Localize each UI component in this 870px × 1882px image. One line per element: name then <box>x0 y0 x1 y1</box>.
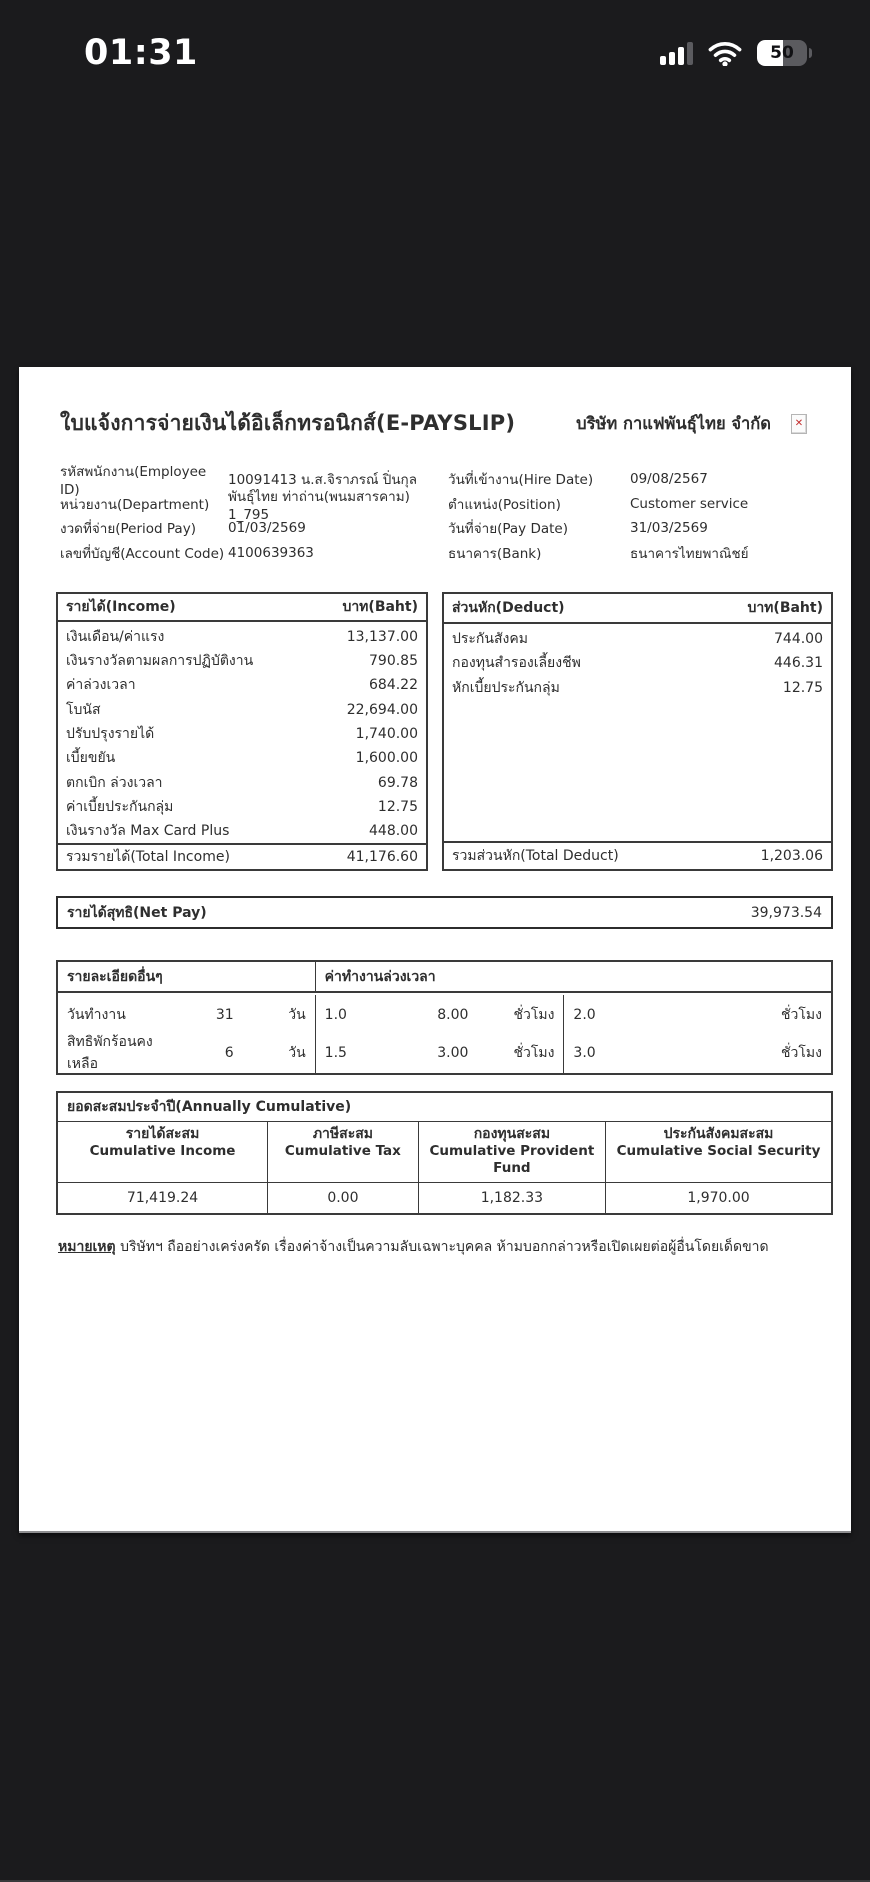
income-item-amount: 12.75 <box>377 798 418 815</box>
ot-rate: 1.5 <box>324 1045 347 1061</box>
cumulative-headers <box>58 1122 831 1183</box>
payslip-header <box>56 407 833 440</box>
detail-days: 6 <box>224 1045 234 1061</box>
info-row-position <box>448 492 833 517</box>
deduct-item-amount: 744.00 <box>774 631 823 648</box>
info-label: วันที่จ่าย(Pay Date) <box>448 521 568 538</box>
income-item-name: ปรับปรุงรายได้ <box>66 725 155 742</box>
info-value: 4100639363 <box>228 544 314 561</box>
table-row <box>58 819 426 843</box>
cumulative-provident-value: 1,182.33 <box>418 1183 605 1213</box>
payslip-title: ใบแจ้งการจ่ายเงินได้อิเล็กทรอนิกส์(E-PAYSLIP) <box>60 411 516 435</box>
income-header-baht: บาท(Baht) <box>342 598 418 615</box>
table-row <box>58 770 426 794</box>
company-name: บริษัท กาแฟพันธุ์ไทย จำกัด <box>576 413 771 433</box>
income-item-amount: 448.00 <box>369 823 418 840</box>
ot-rate: 2.0 <box>573 1007 596 1023</box>
table-row <box>58 673 426 697</box>
income-table-body <box>58 622 426 844</box>
cellular-signal-icon <box>660 42 693 65</box>
income-item-name: เงินรางวัล Max Card Plus <box>66 823 230 840</box>
ot1-cell <box>315 995 564 1031</box>
info-label: หน่วยงาน(Department) <box>60 496 210 513</box>
battery-nub <box>809 48 812 58</box>
table-row <box>58 649 426 673</box>
info-label: ธนาคาร(Bank) <box>448 545 542 562</box>
hour-unit: ชั่วโมง <box>513 1007 555 1023</box>
table-row <box>58 746 426 770</box>
ot2-cell <box>563 995 831 1031</box>
header-thai: กองทุนสะสม <box>473 1126 551 1142</box>
cumulative-title: ยอดสะสมประจำปี(Annually Cumulative) <box>58 1093 831 1122</box>
info-value: 10091413 น.ส.จิราภรณ์ ปิ่นกุล <box>228 472 418 489</box>
header-thai: รายได้สะสม <box>125 1126 200 1142</box>
deduct-header-baht: บาท(Baht) <box>747 600 823 616</box>
info-value: Customer service <box>630 495 749 512</box>
workdays-cell <box>58 995 315 1031</box>
net-pay-amount: 39,973.54 <box>750 904 822 921</box>
income-total-label: รวมรายได้(Total Income) <box>66 849 230 866</box>
ot2-cell <box>563 1031 831 1075</box>
income-item-amount: 684.22 <box>369 677 418 694</box>
income-item-name: ค่าล่วงเวลา <box>66 677 136 694</box>
status-icons <box>660 40 812 66</box>
table-row <box>444 627 831 651</box>
cumulative-tax-value: 0.00 <box>267 1183 418 1213</box>
table-row <box>58 995 831 1031</box>
column-header <box>605 1122 831 1183</box>
income-deduct-section <box>56 592 833 871</box>
column-header <box>267 1122 418 1183</box>
deduct-table-header <box>444 594 831 624</box>
header-english: Cumulative Social Security <box>616 1143 821 1159</box>
income-item-amount: 13,137.00 <box>346 628 418 645</box>
deduct-item-amount: 446.31 <box>774 655 823 672</box>
detail-days: 31 <box>215 1007 234 1023</box>
header-thai: ประกันสังคมสะสม <box>663 1126 774 1142</box>
ot-hours: 3.00 <box>437 1045 469 1061</box>
table-row <box>444 676 831 700</box>
info-value: ธนาคารไทยพาณิชย์ <box>630 545 749 562</box>
table-row <box>58 722 426 746</box>
income-header-label: รายได้(Income) <box>66 598 176 615</box>
header-english: Cumulative Income <box>89 1143 236 1159</box>
income-table-header <box>58 594 426 622</box>
table-row <box>58 1031 831 1072</box>
table-row <box>444 651 831 675</box>
ot-rate: 1.0 <box>324 1007 347 1023</box>
deduct-item-name: ประกันสังคม <box>452 631 528 648</box>
hour-unit: ชั่วโมง <box>513 1045 555 1061</box>
overtime-title: ค่าทำงานล่วงเวลา <box>315 962 831 991</box>
header-english: Cumulative Tax <box>284 1143 401 1159</box>
deduct-table-body <box>444 624 831 841</box>
info-row-pay-date <box>448 516 833 541</box>
income-item-amount: 22,694.00 <box>346 701 418 718</box>
info-row-bank <box>448 541 833 566</box>
info-row-account-code <box>60 541 448 566</box>
day-unit: วัน <box>288 1045 306 1061</box>
deduct-item-name: กองทุนสำรองเลี้ยงชีพ <box>452 655 581 672</box>
header-thai: ภาษีสะสม <box>312 1126 373 1142</box>
income-item-name: เงินเดือน/ค่าแรง <box>66 628 165 645</box>
employee-info-right <box>448 467 833 565</box>
income-item-name: ค่าเบี้ยประกันกลุ่ม <box>66 798 174 815</box>
deduct-header-label: ส่วนหัก(Deduct) <box>452 600 565 616</box>
payslip-document <box>19 367 851 1533</box>
income-item-name: เงินรางวัลตามผลการปฏิบัติงาน <box>66 653 254 670</box>
company-group <box>576 411 807 437</box>
info-value: 31/03/2569 <box>630 520 708 537</box>
income-item-amount: 69.78 <box>377 774 418 791</box>
deduct-item-name: หักเบี้ยประกันกลุ่ม <box>452 679 560 696</box>
table-row <box>58 697 426 721</box>
info-row-department <box>60 488 448 523</box>
info-label: วันที่เข้างาน(Hire Date) <box>448 472 594 489</box>
info-label: ตำแหน่ง(Position) <box>448 496 561 513</box>
note-text: บริษัทฯ ถืออย่างเคร่งครัด เรื่องค่าจ้างเป็นความลับเฉพาะบุคคล ห้ามบอกกล่าวหรือเปิดเผยต่อผู้อื่นโดยเด็ดขาด <box>115 1239 769 1255</box>
other-details-body <box>58 993 831 1073</box>
other-details-title: รายละเอียดอื่นๆ <box>67 968 163 985</box>
deduct-table <box>442 592 833 871</box>
day-unit: วัน <box>288 1007 306 1023</box>
info-row-hire-date <box>448 467 833 492</box>
note-prefix: หมายเหตุ <box>58 1239 116 1255</box>
vacation-cell <box>58 1031 315 1075</box>
income-item-amount: 1,740.00 <box>355 725 418 742</box>
income-item-amount: 1,600.00 <box>355 750 418 767</box>
confidentiality-note <box>56 1236 833 1258</box>
broken-image-icon <box>791 414 807 434</box>
table-row <box>58 795 426 819</box>
battery-percent: 50 <box>770 43 794 63</box>
column-header <box>418 1122 605 1183</box>
cumulative-social-value: 1,970.00 <box>605 1183 831 1213</box>
info-label: เลขที่บัญชี(Account Code) <box>60 545 225 562</box>
info-label: รหัสพนักงาน(Employee ID) <box>60 464 207 499</box>
status-bar <box>0 0 870 96</box>
ot-hours: 8.00 <box>437 1007 469 1023</box>
employee-info-left <box>60 464 448 565</box>
cumulative-values <box>58 1183 831 1213</box>
income-item-name: ตกเบิก ล่วงเวลา <box>66 774 163 791</box>
info-row-period-pay <box>60 516 448 541</box>
income-item-amount: 790.85 <box>369 653 418 670</box>
info-value: 09/08/2567 <box>630 471 708 488</box>
deduct-total-label: รวมส่วนหัก(Total Deduct) <box>452 848 619 864</box>
other-details-header <box>58 962 831 993</box>
net-pay-row <box>56 896 833 929</box>
deduct-total-amount: 1,203.06 <box>760 848 823 864</box>
cumulative-table <box>56 1091 833 1215</box>
deduct-item-amount: 12.75 <box>782 679 823 696</box>
employee-info <box>56 464 833 565</box>
detail-label: สิทธิพักร้อนคงเหลือ <box>67 1034 153 1072</box>
info-label: งวดที่จ่าย(Period Pay) <box>60 521 196 538</box>
income-item-name: เบี้ยขยัน <box>66 750 116 767</box>
header-english: Cumulative Provident Fund <box>429 1143 595 1176</box>
cumulative-income-value: 71,419.24 <box>126 1190 199 1206</box>
battery-icon <box>757 40 807 66</box>
income-total-amount: 41,176.60 <box>346 849 418 866</box>
income-item-name: โบนัส <box>66 701 101 718</box>
detail-label: วันทำงาน <box>67 1007 126 1023</box>
ot-rate: 3.0 <box>573 1045 596 1061</box>
hour-unit: ชั่วโมง <box>781 1045 822 1061</box>
info-value: 01/03/2569 <box>228 520 306 537</box>
status-time: 01:31 <box>84 33 198 73</box>
info-value: พันธุ์ไทย ท่าถ่าน(พนมสารคาม) 1_795 <box>228 488 410 523</box>
ot1-cell <box>315 1031 564 1075</box>
broken-image-x: ✕ <box>794 418 804 429</box>
income-total-row <box>58 843 426 869</box>
income-table <box>56 592 428 871</box>
table-row <box>58 625 426 649</box>
net-pay-label: รายได้สุทธิ(Net Pay) <box>67 904 207 921</box>
hour-unit: ชั่วโมง <box>781 1007 822 1023</box>
other-details-table <box>56 960 833 1075</box>
column-header <box>58 1122 267 1183</box>
deduct-total-row <box>444 841 831 869</box>
wifi-icon <box>708 41 742 66</box>
